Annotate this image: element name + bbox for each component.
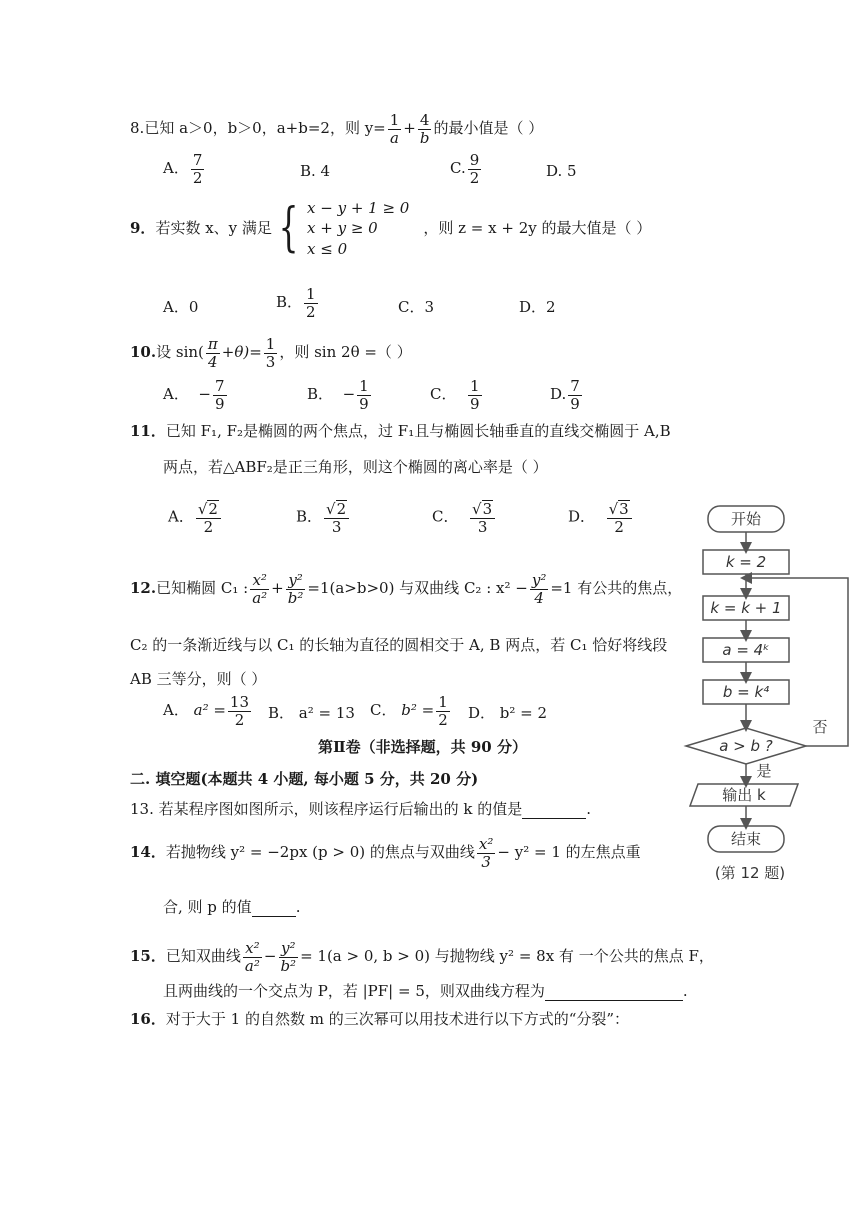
q9-option-d: D．2 — [519, 298, 556, 316]
end-label: 结束 — [730, 830, 762, 848]
question-12-line2: C₂ 的一条渐近线与以 C₁ 的长轴为直径的圆相交于 A, B 两点，若 C₁ 恰好将线段 — [130, 636, 668, 654]
question-number: 10. — [130, 343, 157, 361]
question-number: 15． — [130, 947, 166, 965]
q8-option-d: D. 5 — [546, 162, 577, 180]
q12-option-d: D． b² = 2 — [468, 704, 548, 722]
question-number: 16． — [130, 1010, 166, 1028]
question-number: 13. — [130, 800, 154, 818]
q12-option-a: A． a² = $\frac{13}{2}$ — [163, 693, 250, 729]
question-15-line2: 且两曲线的一个交点为 P，若 |PF| = 5，则双曲线方程为 . — [163, 982, 688, 1000]
q12-option-b: B． a² = 13 — [268, 704, 355, 722]
question-number: 8. — [130, 119, 145, 137]
question-15: 15．已知双曲线 $\frac{\text{x²}}{\text{a²}}$ − $\frac{\text{y²}}{\text{b²}}$ = 1(a > 0, b > 0) 与抛物线 y² = 8x 有 一个公共的焦点 F， — [130, 939, 714, 975]
answer-blank[interactable] — [252, 898, 296, 917]
question-10: 10.设 sin( $\frac{\pi}{4}$ +θ)= $\frac{1}{3}$ ，则 sin 2θ =（ ） — [130, 335, 412, 371]
q9-option-b: B． $\frac{1}{2}$ — [276, 285, 316, 321]
fraction: $\frac{4}{b}$ — [419, 111, 430, 147]
question-number: 12. — [130, 579, 157, 597]
question-11-line2: 两点，若△ABF₂是正三角形，则这个椭圆的离心率是（ ） — [163, 458, 548, 476]
question-12-line3: AB 三等分，则（ ） — [130, 670, 267, 688]
section-2-title: 二. 填空题(本题共 4 小题, 每小题 5 分，共 20 分) — [130, 770, 479, 788]
part-2-title: 第Ⅱ卷（非选择题，共 90 分） — [318, 738, 527, 756]
q8-option-c: C. $\frac{9}{2}$ — [450, 151, 480, 187]
question-12: 12.已知椭圆 C₁ : $\frac{\text{x²}}{\text{a²}}$ + $\frac{\text{y²}}{\text{b²}}$ =1(a>b>0) 与双曲线 C₂ : x² − $\frac{\text{y²}}{4}$ =1 有公共的焦点， — [130, 571, 683, 607]
question-number: 9． — [130, 219, 156, 238]
assign-a-label: a = 4ᵏ — [722, 641, 770, 659]
answer-blank[interactable] — [545, 982, 683, 1001]
question-11: 11．已知 F₁, F₂是椭圆的两个焦点，过 F₁且与椭圆长轴垂直的直线交椭圆于 A,B — [130, 422, 671, 440]
question-number: 14． — [130, 843, 166, 861]
start-label: 开始 — [730, 510, 762, 528]
q9-option-c: C．3 — [398, 298, 435, 316]
output-label: 输出 k — [722, 786, 766, 804]
constraint-system: { x − y + 1 ≥ 0 x + y ≥ 0 x ≤ 0 — [278, 198, 410, 259]
q10-option-d: D. $\frac{7}{9}$ — [550, 377, 580, 413]
q8-option-a: A． $\frac{7}{2}$ — [163, 151, 203, 187]
question-number: 11． — [130, 422, 166, 440]
answer-blank[interactable] — [522, 800, 586, 819]
no-label: 否 — [812, 718, 828, 736]
increment-label: k = k + 1 — [710, 599, 782, 617]
question-14: 14．若抛物线 y² = −2px (p > 0) 的焦点与双曲线 $\frac{\text{x²}}{3}$ − y² = 1 的左焦点重 — [130, 835, 641, 871]
q10-option-a: A． − $\frac{7}{9}$ — [163, 377, 225, 413]
assign-b-label: b = k⁴ — [722, 683, 770, 701]
flowchart-caption: (第 12 题) — [714, 864, 786, 882]
flowchart — [680, 500, 860, 900]
q8-option-b: B. 4 — [300, 162, 331, 180]
q9-option-a: A．0 — [163, 298, 199, 316]
yes-label: 是 — [756, 762, 772, 780]
question-14-line2: 合, 则 p 的值 . — [163, 898, 301, 916]
fraction: $\frac{1}{a}$ — [389, 111, 400, 147]
question-9: 9． 若实数 x、y 满足 { x − y + 1 ≥ 0 x + y ≥ 0 x ≤ 0 ，则 z = x + 2y 的最大值是（ ） — [130, 198, 652, 259]
question-13: 13. 若某程序图如图所示，则该程序运行后输出的 k 的值是 . — [130, 800, 592, 818]
question-16: 16．对于大于 1 的自然数 m 的三次幂可以用技术进行以下方式的“分裂”： — [130, 1010, 630, 1028]
q11-option-d: D． $\frac{√3}{2}$ — [568, 500, 634, 535]
q10-option-b: B． − $\frac{1}{9}$ — [307, 377, 369, 413]
decision-label: a > b ? — [719, 737, 773, 755]
q11-option-b: B． $\frac{√2}{3}$ — [296, 500, 351, 535]
init-label: k = 2 — [725, 553, 767, 571]
question-8: 8.已知 a＞0，b＞0，a+b=2，则 y= $\frac{1}{a}$ + $\frac{4}{b}$ 的最小值是（ ） — [130, 111, 544, 147]
q12-option-c: C． b² = $\frac{1}{2}$ — [370, 693, 448, 729]
q10-option-c: C． $\frac{1}{9}$ — [430, 377, 480, 413]
q11-option-c: C． $\frac{√3}{3}$ — [432, 500, 497, 535]
q11-option-a: A． $\frac{√2}{2}$ — [168, 500, 223, 535]
